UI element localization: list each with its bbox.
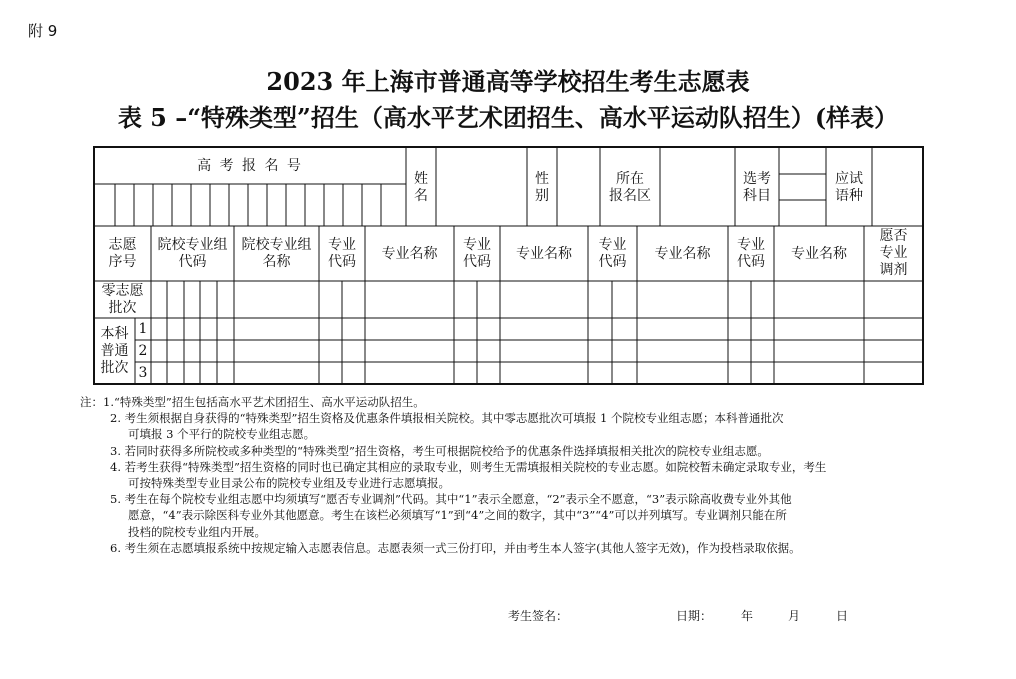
group-code-header: 院校专业组 代码 (157, 237, 228, 270)
signature-field[interactable] (578, 607, 668, 623)
note-item: 可按特殊类型专业目录公布的院校专业组及专业进行志愿填报。 (128, 476, 450, 491)
district-field[interactable] (660, 148, 735, 226)
note-item: 2. 考生须根据自身获得的“特殊类型”招生资格及优惠条件填报相关院校。其中零志愿批次可填报 1 个院校专业组志愿；本科普通批次 (110, 411, 784, 426)
major-code-header-3: 专业 代码 (598, 237, 627, 270)
row-number-1: 1 (138, 320, 148, 337)
note-item: 注：1.“特殊类型”招生包括高水平艺术团招生、高水平运动队招生。 (80, 395, 425, 409)
day-label: 日 (836, 609, 849, 623)
zero-batch-label: 零志愿 批次 (101, 283, 144, 316)
exam-number-header: 高 考 报 名 号 (197, 157, 303, 174)
name-field[interactable] (436, 148, 527, 226)
signature-label: 考生签名： (508, 609, 569, 623)
name-header: 姓 名 (414, 171, 428, 204)
form-title: 2023 年上海市普通高等学校招生考生志愿表 (266, 67, 750, 96)
note-item: 愿意，“4”表示除医科专业外其他愿意。考生在该栏必须填写“1”到“4”之间的数字，其中“3”“4”可以并列填写。专业调剂只能在所 (128, 508, 787, 523)
note-item: 可填报 3 个平行的院校专业组志愿。 (128, 427, 316, 442)
gender-header: 性 别 (535, 171, 549, 204)
major-name-header-3: 专业名称 (654, 245, 711, 262)
language-header: 应试 语种 (835, 171, 863, 204)
annex-label: 附 9 (28, 22, 58, 40)
note-item: 6. 考生须在志愿填报系统中按规定输入志愿表信息。志愿表须一式三份打印，并由考生本人签字(其他人签字无效)，作为投档录取依据。 (110, 540, 801, 555)
gender-field[interactable] (557, 148, 600, 226)
seq-header: 志愿 序号 (108, 237, 137, 270)
district-header: 所在 报名区 (609, 171, 651, 204)
year-label: 年 (741, 609, 754, 623)
major-name-header-2: 专业名称 (516, 245, 572, 262)
major-code-header-2: 专业 代码 (463, 237, 491, 270)
group-name-header: 院校专业组 名称 (241, 237, 312, 270)
note-item: 4. 若考生获得“特殊类型”招生资格的同时也已确定其相应的录取专业，则考生无需填报相关院校的专业志愿。如院校暂未确定录取专业，考生 (110, 459, 827, 474)
date-label: 日期： (676, 609, 713, 623)
major-name-header-4: 专业名称 (791, 245, 847, 262)
major-code-header-4: 专业 代码 (737, 237, 765, 270)
form-subtitle: 表 5 –“特殊类型”招生（高水平艺术团招生、高水平运动队招生）(样表） (117, 103, 899, 132)
notes-section (80, 394, 980, 556)
major-name-header-1: 专业名称 (381, 245, 438, 262)
note-item: 3. 若同时获得多所院校或多种类型的“特殊类型”招生资格，考生可根据院校给予的优惠条件选择填报相关批次的院校专业组志愿。 (110, 443, 769, 458)
month-label: 月 (788, 609, 801, 623)
row-number-3: 3 (138, 364, 148, 381)
row-number-2: 2 (138, 342, 148, 359)
adjust-header: 愿否 专业 调剂 (879, 228, 908, 278)
major-code-header-1: 专业 代码 (328, 237, 356, 270)
note-item: 投档的院校专业组内开展。 (128, 524, 266, 539)
subjects-header: 选考 科目 (743, 171, 771, 204)
notes-label: 注： (80, 395, 103, 409)
note-item: 5. 考生在每个院校专业组志愿中均须填写“愿否专业调剂”代码。其中“1”表示全愿意，“2”表示全不愿意，“3”表示除高收费专业外其他 (110, 492, 792, 507)
undergrad-batch-label: 本科 普通 批次 (100, 325, 129, 376)
